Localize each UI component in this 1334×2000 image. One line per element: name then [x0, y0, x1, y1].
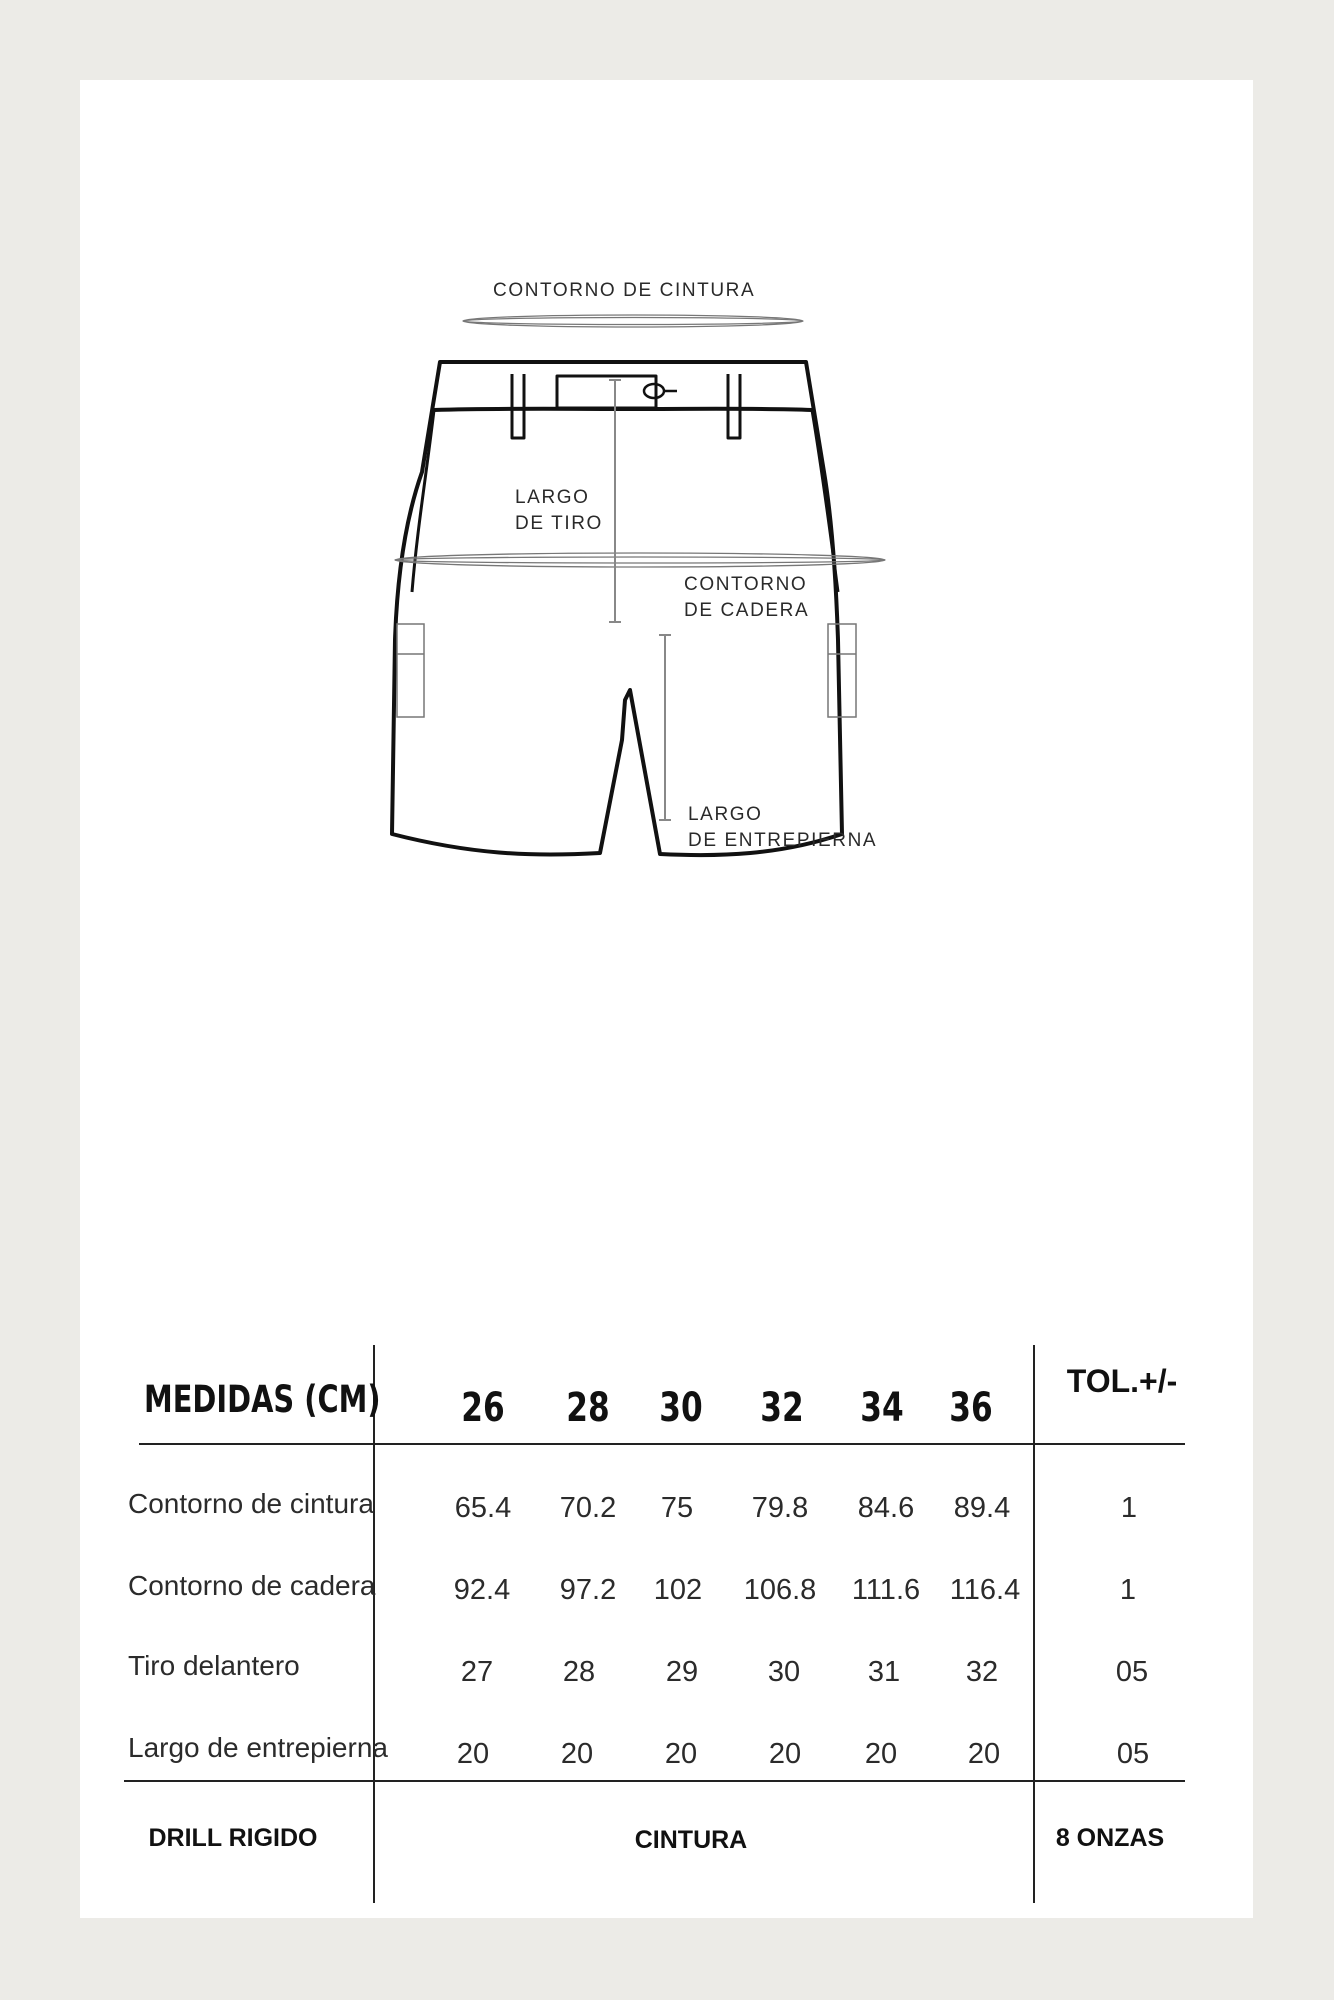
table-cell: 31 — [867, 1656, 901, 1688]
table-cell: 102 — [653, 1574, 703, 1606]
size-header: 32 — [760, 1385, 804, 1431]
table-cell: 70.2 — [559, 1492, 617, 1524]
table-cell: 106.8 — [743, 1574, 817, 1606]
weight-label: 8 ONZAS — [1055, 1824, 1165, 1852]
table-cell: 29 — [665, 1656, 699, 1688]
size-header: 28 — [566, 1385, 610, 1431]
shorts-diagram — [80, 80, 1253, 1080]
table-cell: 28 — [562, 1656, 596, 1688]
row-label: Largo de entrepierna — [128, 1732, 388, 1763]
tolerance-cell: 1 — [1119, 1574, 1137, 1606]
table-cell: 27 — [460, 1656, 494, 1688]
row-label: Contorno de cintura — [128, 1488, 374, 1519]
inseam-measure-line — [659, 635, 671, 820]
table-cell: 89.4 — [953, 1492, 1011, 1524]
tolerance-cell: 05 — [1115, 1656, 1149, 1688]
table-cell: 20 — [967, 1738, 1001, 1770]
table-cell: 30 — [767, 1656, 801, 1688]
table-cell: 20 — [456, 1738, 490, 1770]
table-cell: 97.2 — [559, 1574, 617, 1606]
size-header: 36 — [949, 1385, 993, 1431]
table-divider-right — [1033, 1345, 1035, 1903]
tolerance-cell: 05 — [1116, 1738, 1150, 1770]
table-divider-left — [373, 1345, 375, 1903]
table-cell: 84.6 — [857, 1492, 915, 1524]
inseam-label: LARGO DE ENTREPIERNA — [688, 804, 878, 851]
shorts-illustration — [80, 80, 1253, 1080]
table-cell: 116.4 — [949, 1574, 1021, 1606]
button-icon — [644, 384, 677, 398]
row-label: Tiro delantero — [128, 1650, 300, 1681]
hip-measure-ellipse — [395, 553, 885, 567]
waist-measure-ellipse — [463, 315, 803, 327]
tolerance-header: TOL.+/- — [1066, 1363, 1178, 1399]
hip-label: CONTORNO DE CADERA — [684, 574, 810, 621]
row-label: Contorno de cadera — [128, 1570, 376, 1601]
table-cell: 20 — [864, 1738, 898, 1770]
table-cell: 65.4 — [454, 1492, 512, 1524]
fit-label: CINTURA — [634, 1826, 748, 1854]
table-cell: 75 — [660, 1492, 694, 1524]
size-chart-panel — [80, 80, 1253, 1918]
fabric-label: DRILL RIGIDO — [148, 1824, 318, 1852]
shorts-details — [412, 374, 838, 592]
size-header: 34 — [860, 1385, 904, 1431]
table-cell: 20 — [664, 1738, 698, 1770]
size-header: 30 — [659, 1385, 703, 1431]
table-cell: 20 — [560, 1738, 594, 1770]
table-footer-rule — [124, 1780, 1185, 1782]
rise-label: LARGO DE TIRO — [515, 487, 603, 534]
table-cell: 20 — [768, 1738, 802, 1770]
waist-label: CONTORNO DE CINTURA — [493, 280, 756, 301]
table-header-rule — [139, 1443, 1185, 1445]
size-header: 26 — [461, 1385, 505, 1431]
tolerance-cell: 1 — [1120, 1492, 1138, 1524]
table-cell: 92.4 — [453, 1574, 511, 1606]
table-title: MEDIDAS (CM) — [144, 1378, 381, 1421]
table-cell: 111.6 — [851, 1574, 921, 1606]
table-cell: 32 — [965, 1656, 999, 1688]
table-cell: 79.8 — [751, 1492, 809, 1524]
rise-measure-line — [609, 380, 621, 622]
